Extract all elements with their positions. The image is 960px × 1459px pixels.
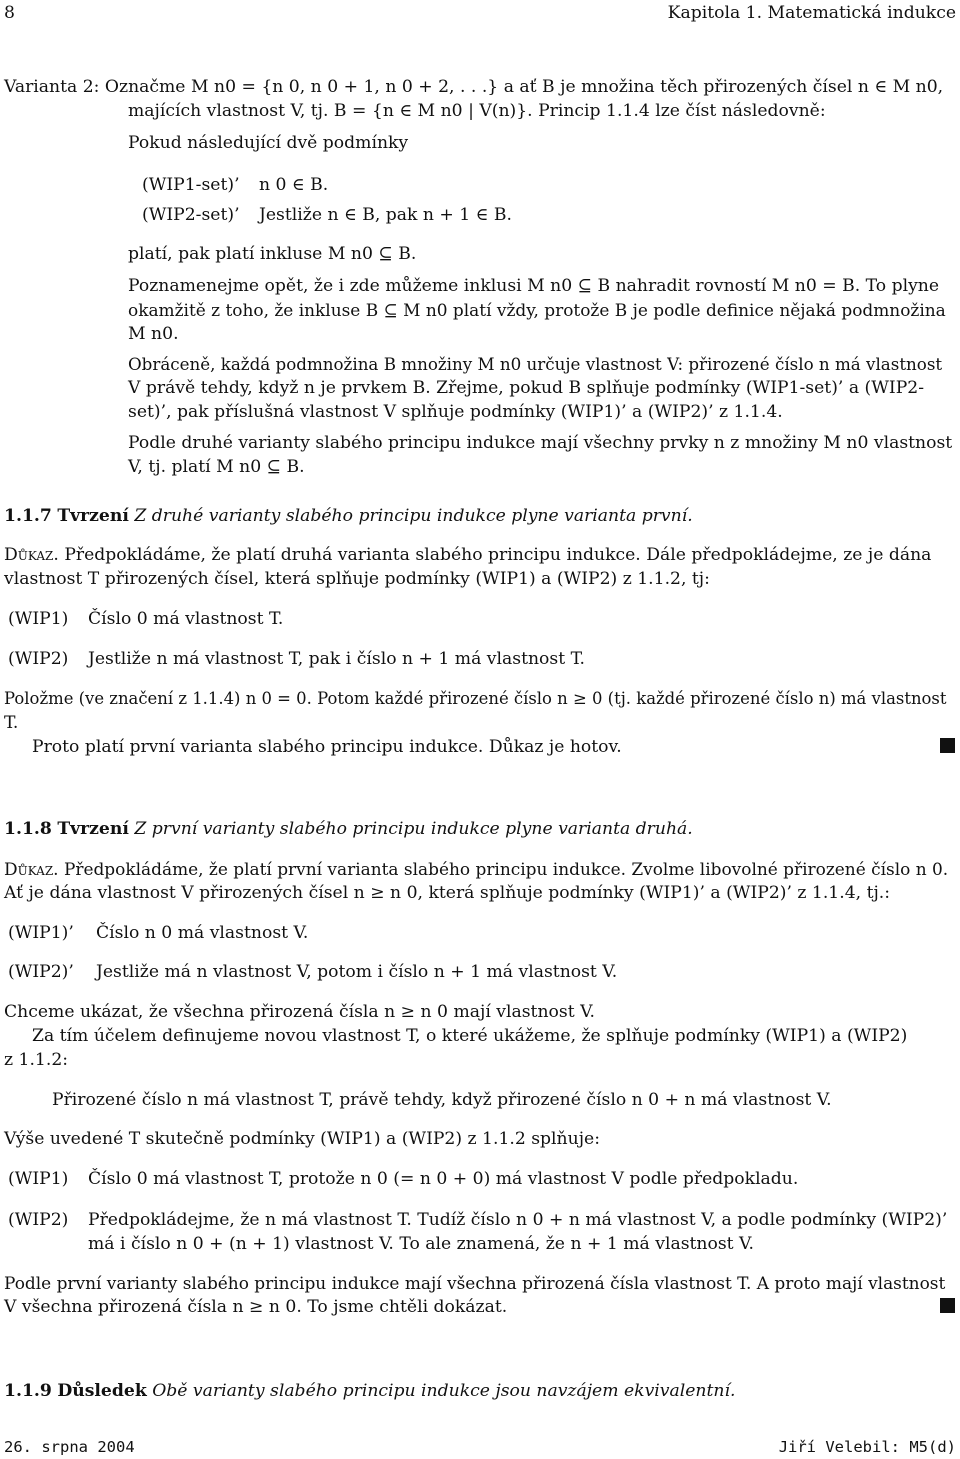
condition-label: (WIP2)	[8, 649, 69, 669]
theorem-kind: Tvrzení	[57, 819, 129, 839]
theorem-number: 1.1.7	[4, 506, 52, 526]
variant2-line-2: majících vlastnost V, tj. B = {n ∈ M n0 | V(n)}. Princip 1.1.4 lze číst následovně:	[128, 101, 826, 121]
theorem-heading	[4, 818, 693, 840]
condition-label: (WIP2-set)’	[142, 205, 240, 225]
corollary-heading	[4, 1380, 735, 1402]
qed-symbol	[940, 738, 955, 753]
variant2-line-1: Varianta 2: Označme M n0 = {n 0, n 0 + 1, n 0 + 2, . . .} a ať B je množina těch přirozených čísel n ∈ M n0,	[4, 77, 944, 97]
condition-label: (WIP1)’	[8, 923, 74, 943]
proof-line: vlastnost T přirozených čísel, která splňuje podmínky (WIP1) a (WIP2) z 1.1.2, tj:	[4, 569, 710, 589]
theorem-heading	[4, 505, 693, 527]
condition-label: (WIP1)	[8, 1169, 69, 1189]
condition-label: (WIP1-set)’	[142, 175, 240, 195]
paragraph-line: Poznamenejme opět, že i zde můžeme inklusi M n0 ⊆ B nahradit rovností M n0 = B. To plyne	[128, 276, 940, 296]
proof-text: Předpokládáme, že platí první varianta slabého principu indukce. Zvolme libovolné přirozené číslo n 0.	[63, 859, 949, 879]
condition-text: Jestliže n má vlastnost T, pak i číslo n + 1 má vlastnost T.	[88, 649, 585, 669]
condition-label: (WIP1)	[8, 609, 69, 629]
theorem-kind: Tvrzení	[57, 506, 129, 526]
proof-line	[4, 858, 948, 880]
proof-text: Předpokládáme, že platí druhá varianta slabého principu indukce. Dále předpokládejme, ze je dána	[64, 545, 932, 565]
variant2-line-4: platí, pak platí inkluse M n0 ⊆ B.	[128, 244, 417, 264]
proof-label: Důkaz.	[4, 545, 59, 565]
condition-text: Jestliže má n vlastnost V, potom i číslo n + 1 má vlastnost V.	[96, 962, 618, 982]
condition-text: n 0 ∈ B.	[259, 175, 329, 195]
proof-line: Ať je dána vlastnost V přirozených čísel n ≥ n 0, která splňuje podmínky (WIP1)’ a (WIP2)’ z 1.1.4, tj.:	[4, 883, 891, 903]
page-number: 8	[4, 3, 15, 23]
paragraph-line: set)’, pak příslušná vlastnost V splňuje podmínky (WIP1)’ a (WIP2)’ z 1.1.4.	[128, 402, 783, 422]
condition-text: Číslo 0 má vlastnost T, protože n 0 (= n 0 + 0) má vlastnost V podle předpokladu.	[88, 1169, 799, 1189]
qed-symbol	[940, 1298, 955, 1313]
theorem-statement: Z druhé varianty slabého principu indukce plyne varianta první.	[134, 506, 693, 526]
proof-line: Za tím účelem definujeme novou vlastnost T, o které ukážeme, že splňuje podmínky (WIP1) a (WIP2)	[32, 1026, 908, 1046]
paragraph-line: V právě tehdy, když n je prvkem B. Zřejme, pokud B splňuje podmínky (WIP1-set)’ a (WIP2-	[128, 378, 925, 398]
condition-text: Číslo 0 má vlastnost T.	[88, 609, 284, 629]
definition-line: Přirozené číslo n má vlastnost T, právě tehdy, když přirozené číslo n 0 + n má vlastnost V.	[52, 1090, 832, 1110]
proof-line: V všechna přirozená čísla n ≥ n 0. To jsme chtěli dokázat.	[4, 1297, 508, 1317]
proof-line: Výše uvedené T skutečně podmínky (WIP1) a (WIP2) z 1.1.2 splňuje:	[4, 1129, 600, 1149]
corollary-kind: Důsledek	[57, 1381, 147, 1401]
footer-date: 26. srpna 2004	[4, 1438, 135, 1456]
variant2-line-3: Pokud následující dvě podmínky	[128, 133, 409, 153]
paragraph-line: M n0.	[128, 324, 179, 344]
condition-text: má i číslo n 0 + (n + 1) vlastnost V. To ale znamená, že n + 1 má vlastnost V.	[88, 1234, 754, 1254]
proof-line	[4, 544, 931, 566]
condition-label: (WIP2)’	[8, 962, 74, 982]
condition-label: (WIP2)	[8, 1210, 69, 1230]
corollary-number: 1.1.9	[4, 1381, 52, 1401]
condition-text: Předpokládejme, že n má vlastnost T. Tudíž číslo n 0 + n má vlastnost V, a podle podmínky (WIP2)’	[88, 1210, 948, 1230]
chapter-title: Kapitola 1. Matematická indukce	[667, 3, 956, 23]
condition-text: Jestliže n ∈ B, pak n + 1 ∈ B.	[259, 205, 512, 225]
paragraph-line: okamžitě z toho, že inkluse B ⊆ M n0 platí vždy, protože B je podle definice nějaká podmnožina	[128, 300, 946, 320]
condition-text: Číslo n 0 má vlastnost V.	[96, 923, 309, 943]
footer-author: Jiří Velebil: M5(d)	[778, 1438, 956, 1456]
proof-line: Proto platí první varianta slabého principu indukce. Důkaz je hotov.	[32, 737, 622, 757]
proof-line: Chceme ukázat, že všechna přirozená čísla n ≥ n 0 mají vlastnost V.	[4, 1002, 595, 1022]
theorem-number: 1.1.8	[4, 819, 52, 839]
proof-line: Položme (ve značení z 1.1.4) n 0 = 0. Potom každé přirozené číslo n ≥ 0 (tj. každé přirozené číslo n) má vlastnost	[4, 689, 947, 708]
proof-label: Důkaz.	[4, 859, 59, 879]
proof-line: T.	[4, 713, 19, 733]
paragraph-line: Podle druhé varianty slabého principu indukce mají všechny prvky n z množiny M n0 vlastnost	[128, 433, 953, 453]
paragraph-line: Obráceně, každá podmnožina B množiny M n0 určuje vlastnost V: přirozené číslo n má vlastnost	[128, 354, 943, 374]
corollary-statement: Obě varianty slabého principu indukce jsou navzájem ekvivalentní.	[152, 1381, 736, 1401]
paragraph-line: V, tj. platí M n0 ⊆ B.	[128, 457, 305, 477]
proof-line: z 1.1.2:	[4, 1050, 69, 1070]
theorem-statement: Z první varianty slabého principu indukce plyne varianta druhá.	[134, 819, 693, 839]
proof-line: Podle první varianty slabého principu indukce mají všechna přirozená čísla vlastnost T. A proto mají vlastnost	[4, 1273, 946, 1293]
